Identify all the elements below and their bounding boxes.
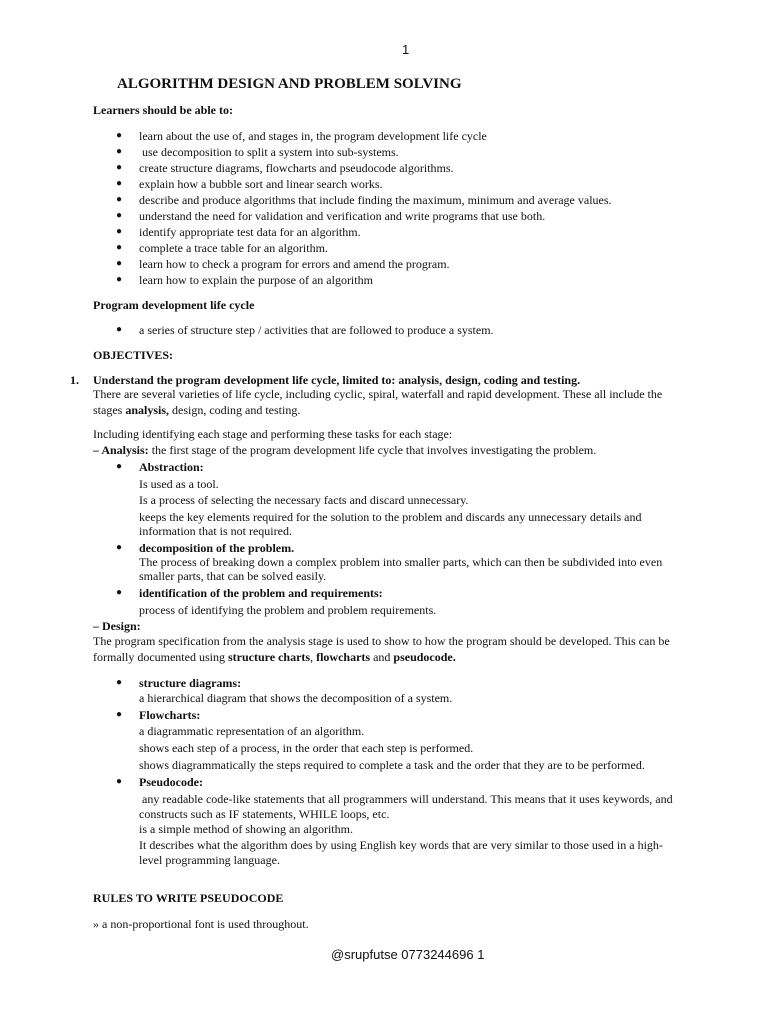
decomposition-line: The process of breaking down a complex problem into smaller parts, which can then be subdivided into even xyxy=(139,555,663,569)
objective-heading: Understand the program development life cycle, limited to: analysis, design, coding and testing. xyxy=(93,373,581,387)
text-run-bold: flowcharts xyxy=(316,650,371,664)
list-item: explain how a bubble sort and linear search works. xyxy=(139,177,383,191)
bullet: ● xyxy=(116,130,123,141)
design-paragraph-line: The program specification from the analysis stage is used to show to how the program should be developed. This can be xyxy=(93,634,670,648)
list-item: describe and produce algorithms that include finding the maximum, minimum and average values. xyxy=(139,193,612,207)
list-item: identify appropriate test data for an algorithm. xyxy=(139,225,361,239)
abstraction-line: keeps the key elements required for the solution to the problem and discards any unnecessary details and xyxy=(139,510,642,524)
identification-line: process of identifying the problem and problem requirements. xyxy=(139,603,437,617)
pdlc-heading: Program development life cycle xyxy=(93,298,255,312)
pdlc-item: a series of structure step / activities that are followed to produce a system. xyxy=(139,323,494,337)
bullet: ● xyxy=(116,324,123,335)
pseudocode-line: It describes what the algorithm does by using English key words that are very similar to those used in a high- xyxy=(139,838,663,852)
pseudocode-line: is a simple method of showing an algorithm. xyxy=(139,822,353,836)
text-run: , xyxy=(310,650,317,664)
flowcharts-line: shows each step of a process, in the order that each step is performed. xyxy=(139,741,474,755)
structure-line: a hierarchical diagram that shows the decomposition of a system. xyxy=(139,691,453,705)
flowcharts-line: a diagrammatic representation of an algorithm. xyxy=(139,724,365,738)
text-run: and xyxy=(370,650,394,664)
bullet: ● xyxy=(116,461,123,472)
pseudocode-line: any readable code-like statements that all programmers will understand. This means that it uses keywords, and xyxy=(139,792,673,806)
pseudocode-line: constructs such as IF statements, WHILE loops, etc. xyxy=(139,807,390,821)
objective-paragraph-line: There are several varieties of life cycle, including cyclic, spiral, waterfall and rapid development. These all include the xyxy=(93,387,663,401)
abstraction-line: information that is not required. xyxy=(139,524,292,538)
abstraction-heading: Abstraction: xyxy=(139,460,204,474)
bullet: ● xyxy=(116,776,123,787)
bullet: ● xyxy=(116,226,123,237)
bullet: ● xyxy=(116,542,123,553)
including-text: Including identifying each stage and performing these tasks for each stage: xyxy=(93,427,453,441)
analysis-line xyxy=(93,442,596,458)
bullet: ● xyxy=(116,178,123,189)
text-run-bold: structure charts xyxy=(227,650,311,664)
page-number: 1 xyxy=(402,42,410,57)
decomposition-heading: decomposition of the problem. xyxy=(139,541,295,555)
structure-heading: structure diagrams: xyxy=(139,676,242,690)
bullet: ● xyxy=(116,587,123,598)
flowcharts-heading: Flowcharts: xyxy=(139,708,201,722)
list-item: complete a trace table for an algorithm. xyxy=(139,241,328,255)
decomposition-line: smaller parts, that can be solved easily. xyxy=(139,569,327,583)
objective-number: 1. xyxy=(70,373,79,387)
rules-item: » a non-proportional font is used throughout. xyxy=(93,917,309,931)
pseudocode-heading: Pseudocode: xyxy=(139,775,203,789)
list-item: learn how to explain the purpose of an algorithm xyxy=(139,273,373,287)
analysis-text: the first stage of the program development life cycle that involves investigating the problem. xyxy=(148,443,597,457)
text-run-bold: analysis, xyxy=(125,403,170,417)
objectives-heading: OBJECTIVES: xyxy=(93,348,174,362)
text-run: formally documented using xyxy=(93,650,228,664)
footer-text: @srupfutse 0773244696 1 xyxy=(331,947,485,962)
bullet: ● xyxy=(116,709,123,720)
page-title: ALGORITHM DESIGN AND PROBLEM SOLVING xyxy=(117,76,462,92)
list-item: understand the need for validation and verification and write programs that use both. xyxy=(139,209,546,223)
text-run: stages xyxy=(93,403,126,417)
abstraction-line: Is a process of selecting the necessary facts and discard unnecessary. xyxy=(139,493,469,507)
bullet: ● xyxy=(116,677,123,688)
bullet: ● xyxy=(116,242,123,253)
list-item: learn how to check a program for errors and amend the program. xyxy=(139,257,450,271)
list-item: learn about the use of, and stages in, the program development life cycle xyxy=(139,129,487,143)
bullet: ● xyxy=(116,146,123,157)
abstraction-line: Is used as a tool. xyxy=(139,477,219,491)
design-paragraph-line xyxy=(93,649,456,665)
learners-heading: Learners should be able to: xyxy=(93,103,234,117)
bullet: ● xyxy=(116,258,123,269)
rules-heading: RULES TO WRITE PSEUDOCODE xyxy=(93,891,284,905)
flowcharts-line: shows diagrammatically the steps required to complete a task and the order that they are to be performed. xyxy=(139,758,645,772)
bullet: ● xyxy=(116,210,123,221)
design-label: – Design: xyxy=(93,619,141,633)
identification-heading: identification of the problem and requirements: xyxy=(139,586,383,600)
pseudocode-line: level programming language. xyxy=(139,853,280,867)
bullet: ● xyxy=(116,162,123,173)
text-run: design, coding and testing. xyxy=(169,403,301,417)
bullet: ● xyxy=(116,194,123,205)
bullet: ● xyxy=(116,274,123,285)
analysis-label: – Analysis: xyxy=(93,443,149,457)
list-item: use decomposition to split a system into sub-systems. xyxy=(139,145,399,159)
list-item: create structure diagrams, flowcharts and pseudocode algorithms. xyxy=(139,161,454,175)
objective-paragraph-line xyxy=(93,402,300,418)
text-run-bold: pseudocode. xyxy=(393,650,456,664)
